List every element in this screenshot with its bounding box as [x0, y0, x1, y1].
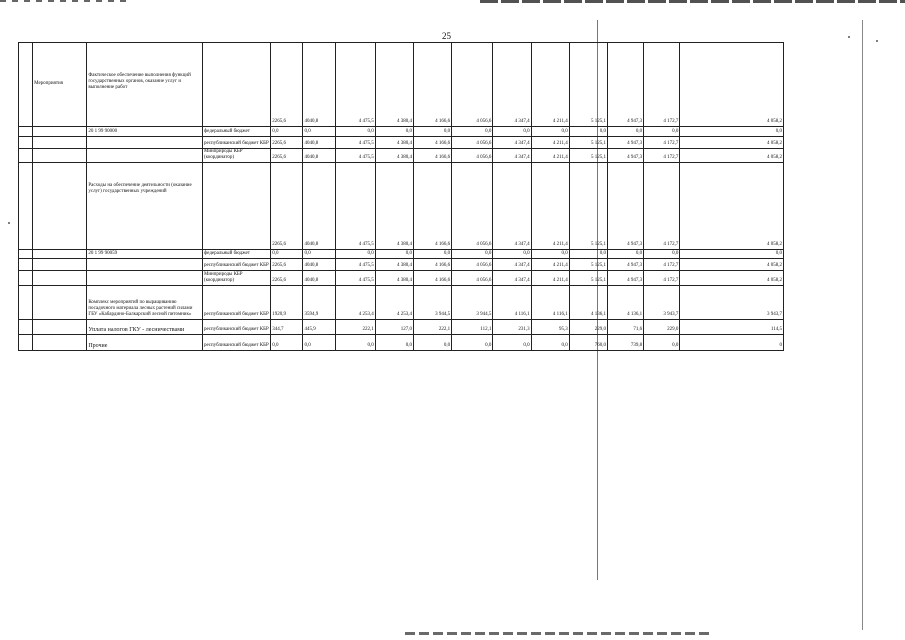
value-cell: 0,0	[375, 250, 413, 259]
value-cell: 112,1	[452, 320, 493, 335]
value-cell: 4 056,6	[452, 149, 493, 163]
value-cell: 4 172,7	[644, 271, 680, 286]
value-cell: 0,0	[493, 335, 531, 351]
value-cell: 114,5	[680, 320, 784, 335]
value-cell: 95,3	[531, 320, 569, 335]
value-cell: 0,0	[271, 127, 303, 137]
row-margin-cell	[19, 271, 33, 286]
value-cell: 4 058,2	[680, 149, 784, 163]
table-row	[19, 335, 784, 351]
activity-label-cell	[33, 163, 87, 250]
funding-source-cell: республиканский бюджет КБР	[202, 335, 270, 351]
value-cell: 4 347,4	[493, 163, 531, 250]
value-cell: 222,1	[335, 320, 375, 335]
value-cell: 0	[680, 335, 784, 351]
activity-label-cell	[33, 137, 87, 149]
value-cell: 4 116,1	[493, 286, 531, 320]
value-cell: 4 166,6	[413, 271, 451, 286]
value-cell: 4 058,2	[680, 271, 784, 286]
row-margin-cell	[19, 163, 33, 250]
value-cell: 4 211,4	[531, 259, 569, 271]
scan-artifact-top-left	[0, 0, 130, 2]
value-cell: 4 380,4	[375, 149, 413, 163]
value-cell: 4 172,7	[644, 43, 680, 127]
value-cell: 4 475,5	[335, 259, 375, 271]
activity-label-cell	[33, 250, 87, 259]
value-cell: 4040,8	[303, 149, 335, 163]
value-cell: 4 056,6	[452, 163, 493, 250]
value-cell: 4 166,6	[413, 149, 451, 163]
value-cell: 5 125,1	[569, 137, 607, 149]
value-cell: 0,0	[644, 127, 680, 137]
value-cell: 4 380,4	[375, 163, 413, 250]
row-margin-cell	[19, 149, 33, 163]
value-cell: 0,0	[375, 335, 413, 351]
value-cell: 4 058,2	[680, 163, 784, 250]
value-cell: 2265,6	[271, 163, 303, 250]
activity-name-cell: 20 1 99 90059	[87, 250, 203, 259]
value-cell: 0,0	[303, 127, 335, 137]
value-cell: 4 058,2	[680, 43, 784, 127]
value-cell: 4 166,6	[413, 137, 451, 149]
value-cell: 4 380,4	[375, 43, 413, 127]
value-cell: 5 125,1	[569, 271, 607, 286]
value-cell: 4 380,4	[375, 137, 413, 149]
row-margin-cell	[19, 43, 33, 127]
value-cell: 3 944,5	[413, 286, 451, 320]
value-cell: 4 211,4	[531, 137, 569, 149]
funding-source-cell: республиканский бюджет КБР	[202, 259, 270, 271]
value-cell: 4 347,4	[493, 43, 531, 127]
value-cell: 0,0	[375, 127, 413, 137]
value-cell: 4 172,7	[644, 163, 680, 250]
activity-label-cell	[33, 149, 87, 163]
value-cell: 4 172,7	[644, 137, 680, 149]
value-cell: 4 056,6	[452, 137, 493, 149]
value-cell: 4 253,4	[335, 286, 375, 320]
value-cell: 71,6	[607, 320, 643, 335]
scan-artifact-top	[480, 0, 905, 3]
table-row	[19, 149, 784, 163]
value-cell: 4040,8	[303, 271, 335, 286]
value-cell: 4 475,5	[335, 271, 375, 286]
value-cell: 5 125,1	[569, 259, 607, 271]
table-row	[19, 137, 784, 149]
value-cell: 4 058,2	[680, 137, 784, 149]
value-cell: 4 475,5	[335, 137, 375, 149]
value-cell: 4 056,6	[452, 43, 493, 127]
value-cell: 4 211,4	[531, 43, 569, 127]
table-row	[19, 127, 784, 137]
activity-name-cell: Фактическое обеспечение выполнения функций государственных органов, оказание услуг и выполнение работ	[87, 43, 203, 127]
value-cell: 0,0	[569, 250, 607, 259]
scan-speck	[848, 36, 850, 38]
activity-label-cell	[33, 259, 87, 271]
value-cell: 0,0	[413, 250, 451, 259]
activity-name-cell: Уплата налогов ГКУ - лесничествами	[87, 320, 203, 335]
scan-speck	[8, 222, 10, 224]
value-cell: 0,0	[569, 127, 607, 137]
value-cell: 0,0	[531, 250, 569, 259]
funding-source-cell: Минприроды КБР (координатор)	[202, 149, 270, 163]
value-cell: 5 125,1	[569, 149, 607, 163]
value-cell: 3 944,5	[452, 286, 493, 320]
funding-source-cell	[202, 163, 270, 250]
value-cell: 4 475,5	[335, 43, 375, 127]
activity-name-cell: Расходы на обеспечение деятельности (оказание услуг) государственных учреждений	[87, 163, 203, 250]
value-cell: 4 475,5	[335, 163, 375, 250]
table-row	[19, 259, 784, 271]
value-cell: 4 947,3	[607, 271, 643, 286]
value-cell: 4 380,4	[375, 271, 413, 286]
value-cell: 127,0	[375, 320, 413, 335]
table-row	[19, 163, 784, 250]
value-cell: 4 947,3	[607, 259, 643, 271]
value-cell: 4 380,4	[375, 259, 413, 271]
value-cell: 4040,8	[303, 137, 335, 149]
value-cell: 5 125,1	[569, 163, 607, 250]
value-cell: 0,0	[644, 250, 680, 259]
value-cell: 0,0	[335, 335, 375, 351]
value-cell: 229,0	[644, 320, 680, 335]
value-cell: 4 056,6	[452, 259, 493, 271]
page-number: 25	[442, 31, 451, 41]
value-cell: 0,0	[335, 250, 375, 259]
value-cell: 0,0	[452, 250, 493, 259]
activity-name-cell: Прочие	[87, 335, 203, 351]
value-cell: 4040,8	[303, 43, 335, 127]
row-margin-cell	[19, 127, 33, 137]
value-cell: 4 947,3	[607, 149, 643, 163]
activity-name-cell	[87, 137, 203, 149]
value-cell: 1920,9	[271, 286, 303, 320]
activity-name-cell: 20 1 99 90000	[87, 127, 203, 137]
value-cell: 4 136,1	[607, 286, 643, 320]
value-cell: 4 347,4	[493, 259, 531, 271]
scan-artifact-edge-line	[862, 20, 863, 630]
value-cell: 229,0	[569, 320, 607, 335]
activity-label-cell	[33, 127, 87, 137]
scan-artifact-bottom	[405, 632, 710, 635]
value-cell: 0,0	[303, 335, 335, 351]
value-cell: 445,9	[303, 320, 335, 335]
value-cell: 0,0	[607, 127, 643, 137]
table-row	[19, 271, 784, 286]
activity-label-cell	[33, 335, 87, 351]
table-row	[19, 320, 784, 335]
value-cell: 760,0	[569, 335, 607, 351]
value-cell: 0,0	[531, 335, 569, 351]
value-cell: 0,0	[531, 127, 569, 137]
value-cell: 4 347,4	[493, 271, 531, 286]
row-margin-cell	[19, 259, 33, 271]
value-cell: 0,0	[452, 335, 493, 351]
value-cell: 231,3	[493, 320, 531, 335]
table-row	[19, 43, 784, 127]
financing-table	[18, 42, 784, 351]
table-row	[19, 250, 784, 259]
funding-source-cell	[202, 43, 270, 127]
value-cell: 0,0	[303, 250, 335, 259]
funding-source-cell: Минприроды КБР (координатор)	[202, 271, 270, 286]
row-margin-cell	[19, 320, 33, 335]
activity-name-cell	[87, 271, 203, 286]
value-cell: 4 166,6	[413, 43, 451, 127]
value-cell: 4 172,7	[644, 149, 680, 163]
value-cell: 222,1	[413, 320, 451, 335]
activity-label-cell	[33, 320, 87, 335]
value-cell: 4 475,5	[335, 149, 375, 163]
value-cell: 4 947,3	[607, 43, 643, 127]
activity-name-cell	[87, 259, 203, 271]
value-cell: 0,0	[413, 127, 451, 137]
value-cell: 0,0	[493, 250, 531, 259]
value-cell: 4 947,3	[607, 163, 643, 250]
value-cell: 0,0	[271, 250, 303, 259]
value-cell: 4 136,1	[569, 286, 607, 320]
value-cell: 0,0	[644, 335, 680, 351]
value-cell: 739,8	[607, 335, 643, 351]
funding-source-cell: республиканский бюджет КБР	[202, 137, 270, 149]
activity-label-cell	[33, 286, 87, 320]
value-cell: 344,7	[271, 320, 303, 335]
value-cell: 4 253,4	[375, 286, 413, 320]
value-cell: 4 056,6	[452, 271, 493, 286]
scan-speck	[876, 40, 878, 42]
activity-label-cell: Мероприятия	[33, 43, 87, 127]
funding-source-cell: республиканский бюджет КБР	[202, 286, 270, 320]
row-margin-cell	[19, 335, 33, 351]
activity-label-cell	[33, 271, 87, 286]
value-cell: 4 211,4	[531, 163, 569, 250]
value-cell: 3 943,7	[644, 286, 680, 320]
value-cell: 0,0	[680, 250, 784, 259]
value-cell: 0,0	[413, 335, 451, 351]
funding-source-cell: федеральный бюджет	[202, 250, 270, 259]
funding-source-cell: республиканский бюджет КБР	[202, 320, 270, 335]
value-cell: 4 166,6	[413, 163, 451, 250]
row-margin-cell	[19, 137, 33, 149]
value-cell: 4 116,1	[531, 286, 569, 320]
value-cell: 4040,8	[303, 259, 335, 271]
value-cell: 2265,6	[271, 271, 303, 286]
value-cell: 4 211,4	[531, 149, 569, 163]
value-cell: 5 125,1	[569, 43, 607, 127]
funding-source-cell: федеральный бюджет	[202, 127, 270, 137]
table-row	[19, 286, 784, 320]
value-cell: 2265,6	[271, 259, 303, 271]
value-cell: 2265,6	[271, 137, 303, 149]
value-cell: 4 347,4	[493, 149, 531, 163]
activity-name-cell	[87, 149, 203, 163]
value-cell: 0,0	[271, 335, 303, 351]
value-cell: 4 166,6	[413, 259, 451, 271]
value-cell: 4 211,4	[531, 271, 569, 286]
value-cell: 2265,6	[271, 149, 303, 163]
value-cell: 0,0	[607, 250, 643, 259]
value-cell: 4040,8	[303, 163, 335, 250]
value-cell: 4 347,4	[493, 137, 531, 149]
value-cell: 4 058,2	[680, 259, 784, 271]
value-cell: 4 172,7	[644, 259, 680, 271]
value-cell: 4 947,3	[607, 137, 643, 149]
row-margin-cell	[19, 250, 33, 259]
value-cell: 0,0	[680, 127, 784, 137]
value-cell: 0,0	[335, 127, 375, 137]
activity-name-cell: Комплекс мероприятий по выращиванию посадочного материала лесных растений силами ГБУ «Кабардино-Балкарский лесной питомник»	[87, 286, 203, 320]
value-cell: 3 943,7	[680, 286, 784, 320]
value-cell: 3594,9	[303, 286, 335, 320]
value-cell: 0,0	[493, 127, 531, 137]
row-margin-cell	[19, 286, 33, 320]
value-cell: 2265,6	[271, 43, 303, 127]
value-cell: 0,0	[452, 127, 493, 137]
